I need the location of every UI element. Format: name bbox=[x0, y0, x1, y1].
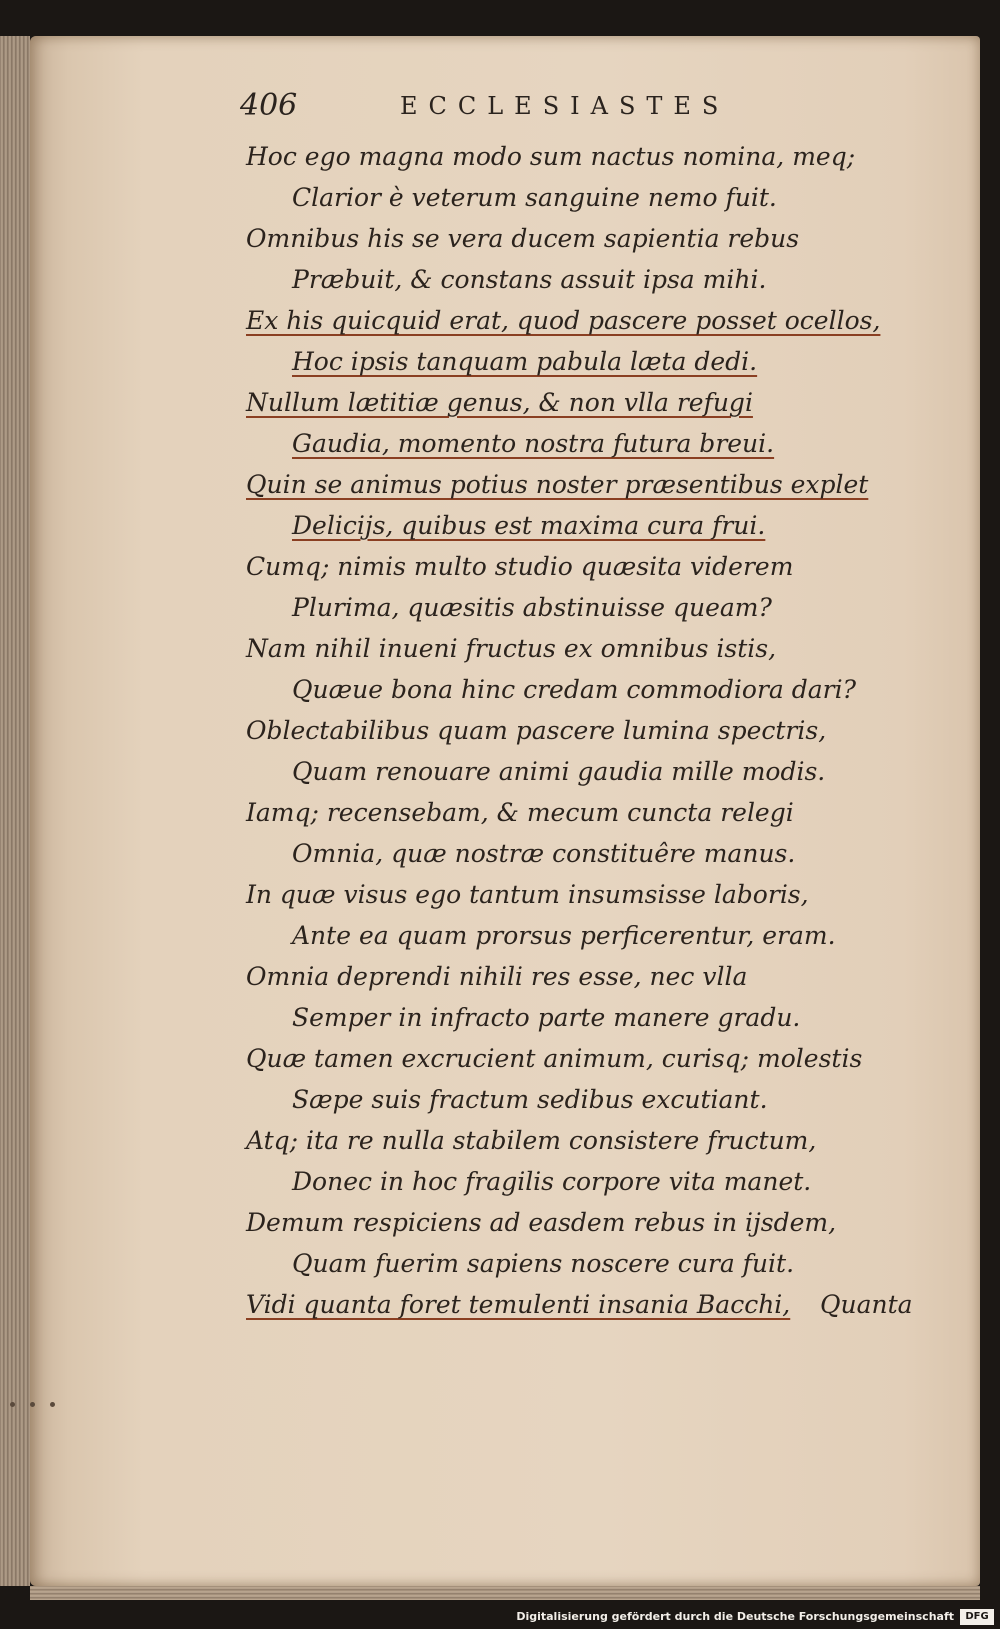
verse-line: Plurima, quæsitis abstinuisse queam? bbox=[292, 593, 772, 622]
verse-line: Omnia, quæ nostræ constituêre manus. bbox=[292, 839, 796, 868]
verse-line: Iamq; recensebam, & mecum cuncta relegi bbox=[246, 798, 794, 827]
verse-line: Atq; ita re nulla stabilem consistere fructum, bbox=[246, 1126, 817, 1155]
verse-line-underlined: Quin se animus potius noster præsentibus explet bbox=[246, 470, 869, 499]
verse-line-underlined: Ex his quicquid erat, quod pascere posset ocellos, bbox=[246, 306, 881, 335]
verse-line: In quæ visus ego tantum insumsisse laboris, bbox=[246, 880, 809, 909]
verse-line: Sæpe suis fractum sedibus excutiant. bbox=[292, 1085, 768, 1114]
verse-line: Omnia deprendi nihili res esse, nec vlla bbox=[246, 962, 748, 991]
verse-line: Cumq; nimis multo studio quæsita viderem bbox=[246, 552, 794, 581]
running-head bbox=[240, 88, 800, 128]
verse-line: Quam renouare animi gaudia mille modis. bbox=[292, 757, 826, 786]
page-edge-left bbox=[0, 36, 30, 1586]
verse-line-underlined: Nullum lætitiæ genus, & non vlla refugi bbox=[246, 388, 753, 417]
verse-line: Quam fuerim sapiens noscere cura fuit. bbox=[292, 1249, 795, 1278]
verse-line: Ante ea quam prorsus perficerentur, eram. bbox=[292, 921, 836, 950]
verse-line-underlined: Delicijs, quibus est maxima cura frui. bbox=[292, 511, 766, 540]
binding-mark bbox=[30, 1402, 35, 1407]
verse-text bbox=[246, 136, 906, 1325]
verse-line: Præbuit, & constans assuit ipsa mihi. bbox=[292, 265, 767, 294]
digitization-credit: Digitalisierung gefördert durch die Deutsche Forschungsgemeinschaft bbox=[516, 1610, 954, 1623]
verse-line: Nam nihil inueni fructus ex omnibus istis, bbox=[246, 634, 777, 663]
page-edge-bottom bbox=[30, 1586, 980, 1600]
verse-line: Hoc ego magna modo sum nactus nomina, meq; bbox=[246, 142, 856, 171]
verse-line: Clarior è veterum sanguine nemo fuit. bbox=[292, 183, 777, 212]
verse-line: Omnibus his se vera ducem sapientia rebus bbox=[246, 224, 800, 253]
verse-line: Oblectabilibus quam pascere lumina spectris, bbox=[246, 716, 827, 745]
verse-line: Semper in infracto parte manere gradu. bbox=[292, 1003, 801, 1032]
binding-mark bbox=[10, 1402, 15, 1407]
binding-mark bbox=[50, 1402, 55, 1407]
verse-line: Quæue bona hinc credam commodiora dari? bbox=[292, 675, 857, 704]
dfg-logo: DFG bbox=[960, 1609, 994, 1625]
verse-line: Demum respiciens ad easdem rebus in ijsdem, bbox=[246, 1208, 837, 1237]
verse-line-underlined: Vidi quanta foret temulenti insania Bacchi, bbox=[246, 1290, 791, 1319]
verse-line-underlined: Hoc ipsis tanquam pabula læta dedi. bbox=[292, 347, 758, 376]
book-title: ECCLESIASTES bbox=[400, 92, 730, 120]
verse-line: Donec in hoc fragilis corpore vita manet. bbox=[292, 1167, 812, 1196]
catchword: Quanta bbox=[820, 1290, 913, 1319]
verse-line: Quæ tamen excrucient animum, curisq; molestis bbox=[246, 1044, 863, 1073]
verse-line-underlined: Gaudia, momento nostra futura breui. bbox=[292, 429, 775, 458]
page-number: 406 bbox=[240, 88, 298, 123]
